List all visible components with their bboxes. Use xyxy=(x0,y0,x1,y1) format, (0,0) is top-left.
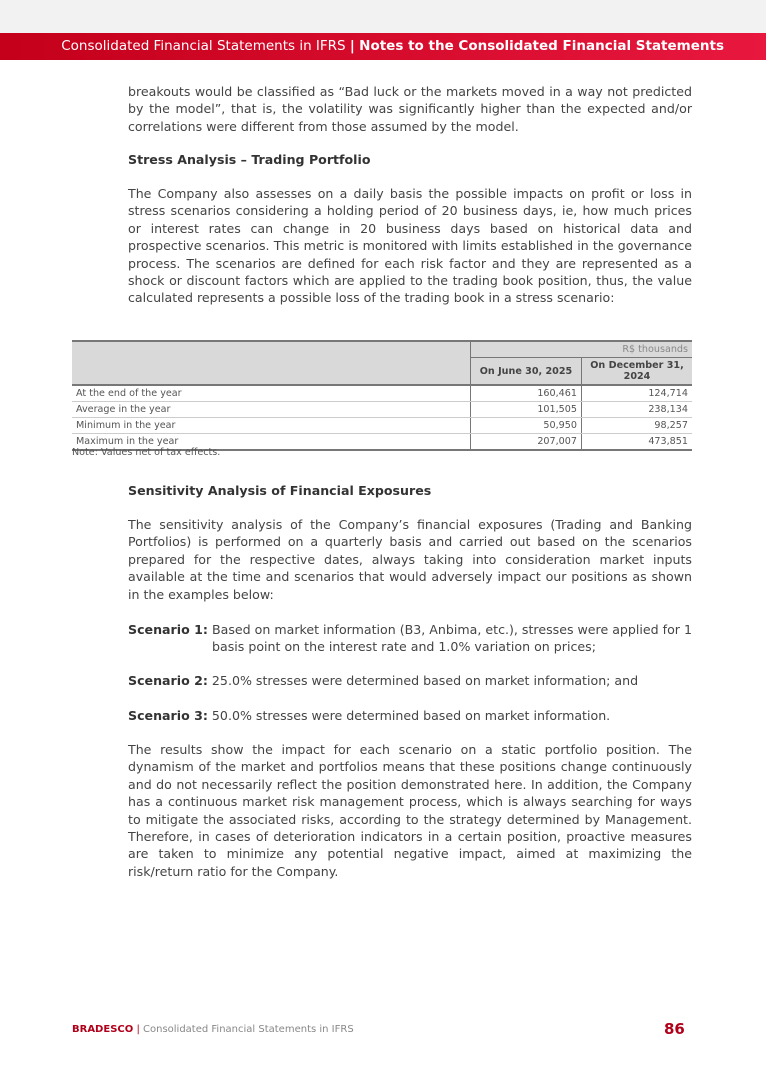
scenario-label: Scenario 2: xyxy=(128,673,208,688)
cell-value: 473,851 xyxy=(582,434,693,451)
cell-value: 98,257 xyxy=(582,418,693,434)
top-margin xyxy=(0,0,766,33)
footer-separator: | xyxy=(136,1024,140,1035)
heading-sensitivity-analysis: Sensitivity Analysis of Financial Exposures xyxy=(128,483,432,498)
table-row xyxy=(72,385,692,402)
header-separator: | xyxy=(349,38,355,54)
scenario-2 xyxy=(128,672,692,689)
page-footer xyxy=(72,1024,354,1035)
scenario-label: Scenario 3: xyxy=(128,708,208,723)
table-unit: R$ thousands xyxy=(471,341,693,358)
table-header-blank xyxy=(72,341,471,385)
footer-title: Consolidated Financial Statements in IFRS xyxy=(143,1024,354,1035)
header-section: Consolidated Financial Statements in IFRS xyxy=(61,38,346,54)
column-header: On June 30, 2025 xyxy=(471,358,582,386)
stress-table xyxy=(72,340,692,451)
paragraph-sensitivity-analysis: The sensitivity analysis of the Company’s financial exposures (Trading and Banking Portfolios) is performed on a quarterly basis and carried out based on the scenarios prepared for the respective dates, always taking into consideration market inputs available at the time and scenarios that would adversely impact our positions as shown in the examples below: xyxy=(128,517,692,602)
scenario-text: 50.0% stresses were determined based on market information. xyxy=(211,708,611,723)
table-note: Note: Values net of tax effects. xyxy=(72,447,221,458)
cell-value: 238,134 xyxy=(582,402,693,418)
cell-value: 50,950 xyxy=(471,418,582,434)
cell-value: 101,505 xyxy=(471,402,582,418)
row-label: At the end of the year xyxy=(72,385,471,402)
header-subsection: Notes to the Consolidated Financial Statements xyxy=(359,38,724,54)
footer-brand: BRADESCO xyxy=(72,1024,134,1035)
cell-value: 207,007 xyxy=(471,434,582,451)
row-label: Minimum in the year xyxy=(72,418,471,434)
row-label: Average in the year xyxy=(72,402,471,418)
paragraph-continuation: breakouts would be classified as “Bad luck or the markets moved in a way not predicted by the model”, that is, the volatility was significantly higher than the expected and/or correlations were different from those assumed by the model. xyxy=(128,84,692,134)
row-label: Maximum in the year xyxy=(72,434,471,451)
scenario-3 xyxy=(128,707,692,724)
scenario-text: 25.0% stresses were determined based on market information; and xyxy=(211,673,639,688)
paragraph-results: The results show the impact for each scenario on a static portfolio position. The dynamism of the market and portfolios means that these positions change continuously and do not necessarily reflect the position demonstrated here. In addition, the Company has a continuous market risk management process, which is always searching for ways to mitigate the associated risks, according to the strategy determined by Management. Therefore, in cases of deterioration indicators in a certain position, proactive measures are taken to minimize any potential negative impact, aimed at maximizing the risk/return ratio for the Company. xyxy=(128,742,692,879)
cell-value: 124,714 xyxy=(582,385,693,402)
table-row xyxy=(72,418,692,434)
page-header-band xyxy=(0,33,766,60)
cell-value: 160,461 xyxy=(471,385,582,402)
paragraph-stress-analysis: The Company also assesses on a daily basis the possible impacts on profit or loss in stress scenarios considering a holding period of 20 business days, ie, how much prices or interest rates can change in 20 business days based on historical data and prospective scenarios. This metric is monitored with limits established in the governance process. The scenarios are defined for each risk factor and they are represented as a shock or discount factors which are applied to the trading book position, thus, the value calculated represents a possible loss of the trading book in a stress scenario: xyxy=(128,186,692,306)
table-row xyxy=(72,402,692,418)
scenario-1 xyxy=(128,621,692,656)
page-number: 86 xyxy=(664,1020,685,1038)
heading-stress-analysis: Stress Analysis – Trading Portfolio xyxy=(128,152,371,167)
scenario-label: Scenario 1: xyxy=(128,622,208,637)
column-header: On December 31, 2024 xyxy=(582,358,693,386)
scenario-text: Based on market information (B3, Anbima, etc.), stresses were applied for 1 basis point on the interest rate and 1.0% variation on prices; xyxy=(212,622,692,655)
